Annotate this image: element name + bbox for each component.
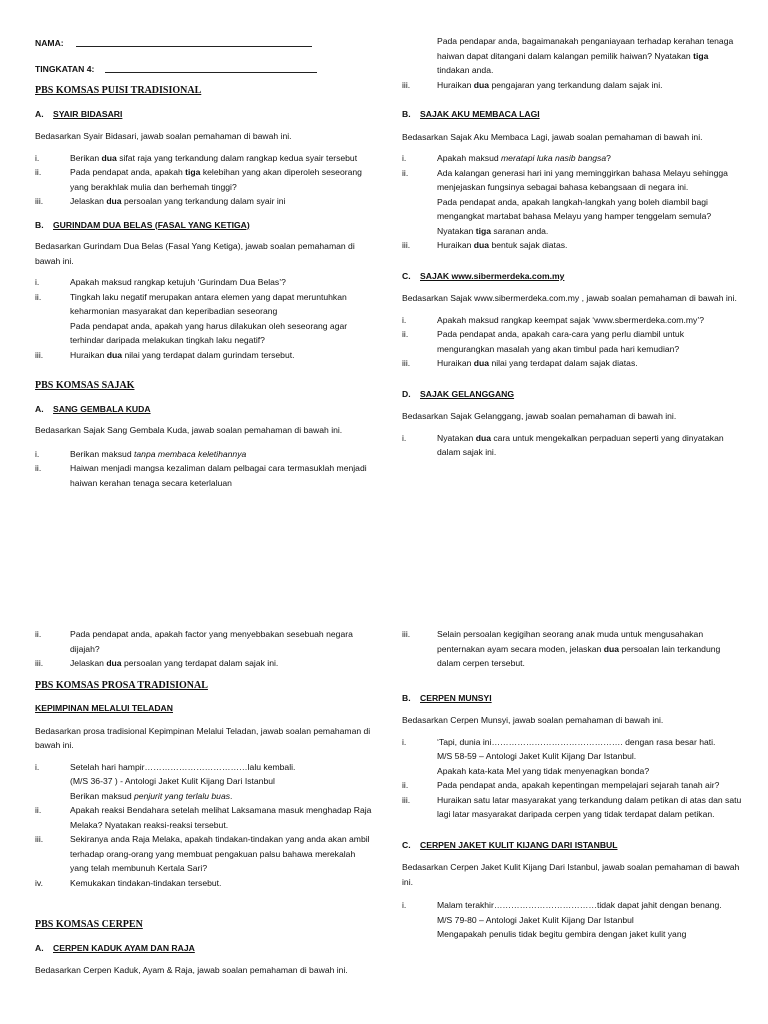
gelanggang-q1: i. Nyatakan dua cara untuk mengekalkan perpaduan seperti yang dinyatakan dalam sajak ini. <box>402 432 724 457</box>
kepimpinan-intro: Bedasarkan prosa tradisional Kepimpinan Melalui Teladan, jawab soalan pemahaman di bawah ini. <box>35 725 371 750</box>
nama-label: NAMA: <box>35 37 64 48</box>
gembala-title: A. SANG GEMBALA KUDA <box>35 403 151 414</box>
page-break <box>0 604 768 616</box>
sibermerdeka-intro: Bedasarkan Sajak www.sibermerdeka.com.my , jawab soalan pemahaman di bawah ini. <box>402 293 737 303</box>
membaca-intro: Bedasarkan Sajak Aku Membaca Lagi, jawab soalan pemahaman di bawah ini. <box>402 131 703 142</box>
sibermerdeka-q3: iii. Huraikan dua nilai yang terdapat dalam sajak diatas. <box>402 358 638 368</box>
syair-q2: ii. Pada pendapat anda, apakah tiga kelebihan yang akan diperoleh seseorang yang berakhlak mulia dan berhemah tinggi? <box>35 167 362 192</box>
kaduk-intro: Bedasarkan Cerpen Kaduk, Ayam & Raja, jawab soalan pemahaman di bawah ini. <box>35 965 348 975</box>
gurindam-q2: ii. Tingkah laku negatif merupakan antara elemen yang dapat meruntuhkan keharmonian masyarakat dan keperibadian seseorang <box>35 291 347 316</box>
kepimpinan-q4: iv. Kemukakan tindakan-tindakan tersebut. <box>35 877 222 888</box>
jaket-q1-source: M/S 79-80 – Antologi Jaket Kulit Kijang Dar Istanbul <box>437 914 634 925</box>
membaca-q1: i. Apakah maksud meratapi luka nasib bangsa? <box>402 153 611 163</box>
munsyi-intro: Bedasarkan Cerpen Munsyi, jawab soalan pemahaman di bawah ini. <box>402 715 664 725</box>
munsyi-q1-task: Apakah kata-kata Mel yang tidak menyenagkan bonda? <box>437 765 650 776</box>
syair-title: A. SYAIR BIDASARI <box>35 108 123 119</box>
gelanggang-title: D. SAJAK GELANGGANG <box>402 388 515 399</box>
gelanggang-intro: Bedasarkan Sajak Gelanggang, jawab soalan pemahaman di bawah ini. <box>402 411 677 421</box>
gurindam-q1: i. Apakah maksud rangkap ketujuh ‘Gurindam Dua Belas’? <box>35 277 286 287</box>
nama-line[interactable] <box>76 46 312 47</box>
puisi-header: PBS KOMSAS PUISI TRADISIONAL <box>35 85 202 96</box>
kepimpinan-title: KEPIMPINAN MELALUI TELADAN <box>35 703 173 713</box>
jaket-intro: Bedasarkan Cerpen Jaket Kulit Kijang Dari Istanbul, jawab soalan pemahaman di bawah ini. <box>402 862 740 887</box>
sibermerdeka-q1: i. Apakah maksud rangkap keempat sajak ‘www.sbermerdeka.com.my’? <box>402 314 705 325</box>
prosa-header: PBS KOMSAS PROSA TRADISIONAL <box>35 679 208 691</box>
gembala-q2-followup: Pada pendapar anda, bagaimanakah penganiayaan terhadap kerahan tenaga haiwan dapat ditangani dalam kalangan pemilik haiwan? Nyatakan tiga tindakan anda. <box>437 36 734 75</box>
kepimpinan-q1-source: (M/S 36-37 ) - Antologi Jaket Kulit Kijang Dari Istanbul <box>70 776 275 786</box>
gembala-q3: iii. Huraikan dua pengajaran yang terkandung dalam sajak ini. <box>402 79 663 90</box>
membaca-q2-followup: Pada pendapat anda, apakah langkah-langkah yang boleh diambil bagi mengangkat martabat bahasa Melayu yang hamper tenggelam semula? Nyatakan tiga saranan anda. <box>437 196 712 236</box>
gembala-q2: ii. Haiwan menjadi mangsa kezaliman dalam pelbagai cara termasuklah menjadi haiwan kerahan tenaga secara keterlaluan <box>35 463 367 488</box>
gurindam-q2-followup: Pada pendapat anda, apakah yang harus dilakukan oleh seseorang agar terhindar daripada melakukan tingkah laku negatif? <box>70 320 348 345</box>
membaca-q3: iii. Huraikan dua bentuk sajak diatas. <box>402 240 568 250</box>
gurindam-intro: Bedasarkan Gurindam Dua Belas (Fasal Yang Ketiga), jawab soalan pemahaman di bawah ini. <box>35 241 355 266</box>
sibermerdeka-q2: ii. Pada pendapat anda, apakah cara-cara yang perlu diambil untuk mengurangkan masalah yang akan timbul pada hari kemudian? <box>402 329 685 354</box>
sajak-header: PBS KOMSAS SAJAK <box>35 380 135 391</box>
left-column-bottom <box>35 627 375 978</box>
kepimpinan-q1-task: Berikan maksud penjurit yang terlalu buas. <box>70 790 233 801</box>
kaduk-title: A. CERPEN KADUK AYAM DAN RAJA <box>35 942 195 953</box>
munsyi-q2: ii. Pada pendapat anda, apakah kepentingan mempelajari sejarah tanah air? <box>402 780 720 790</box>
jaket-q1-task: Mengapakah penulis tidak begitu gembira dengan jaket kulit yang <box>437 929 687 939</box>
sibermerdeka-title: C. SAJAK www.sibermerdeka.com.my <box>402 270 565 281</box>
syair-q3: iii. Jelaskan dua persoalan yang terkandung dalam syair ini <box>35 196 286 206</box>
kepimpinan-q1: i. Setelah hari hampir………………………………lalu kembali. <box>35 761 296 772</box>
jaket-q1: i. Malam terakhir………………………………tidak dapat jahit dengan benang. <box>402 900 722 910</box>
tingkatan-line[interactable] <box>105 72 317 73</box>
munsyi-q3: iii. Huraikan satu latar masyarakat yang terkandung dalam petikan di atas dan satu lagi latar masyarakat daripada cerpen yang tidak terdapat dalam petikan. <box>402 794 742 819</box>
munsyi-title: B. CERPEN MUNSYI <box>402 692 492 703</box>
right-column-top <box>402 34 742 460</box>
membaca-title: B. SAJAK AKU MEMBACA LAGI <box>402 109 540 119</box>
gurindam-title: B. GURINDAM DUA BELAS (FASAL YANG KETIGA) <box>35 219 250 230</box>
munsyi-q1-source: M/S 58-59 – Antologi Jaket Kulit Kijang Dar Istanbul. <box>437 751 637 761</box>
tingkatan-field[interactable] <box>35 60 375 76</box>
tingkatan-label: TINGKATAN 4: <box>35 63 95 74</box>
gembala-q3b: iii. Jelaskan dua persoalan yang terdapat dalam sajak ini. <box>35 658 279 668</box>
kaduk-q3: iii. Selain persoalan kegigihan seorang anak muda untuk mengusahakan penternakan ayam secara moden, jelaskan dua persoalan lain terkandung dalam cerpen tersebut. <box>402 629 721 668</box>
kepimpinan-q2: ii. Apakah reaksi Bendahara setelah melihat Laksamana masuk menghadap Raja Melaka? Nyatakan reaksi-reaksi tersebut. <box>35 805 372 830</box>
gurindam-q3: iii. Huraikan dua nilai yang terdapat dalam gurindam tersebut. <box>35 349 295 360</box>
jaket-title: C. CERPEN JAKET KULIT KIJANG DARI ISTANBUL <box>402 839 618 850</box>
syair-q1: i. Berikan dua sifat raja yang terkandung dalam rangkap kedua syair tersebut <box>35 152 358 163</box>
gembala-intro: Bedasarkan Sajak Sang Gembala Kuda, jawab soalan pemahaman di bawah ini. <box>35 425 343 435</box>
kepimpinan-q3: iii. Sekiranya anda Raja Melaka, apakah tindakan-tindakan yang anda akan ambil terhadap orang-orang yang membuat pengakuan palsu bahawa merekalah yang telah membunuh Kertala Sari? <box>35 834 370 873</box>
munsyi-q1: i. ‘Tapi, dunia ini………………………………………. dengan rasa besar hati. <box>402 736 716 747</box>
left-column-top <box>35 34 375 490</box>
nama-field[interactable] <box>35 34 375 50</box>
gembala-q1: i. Berikan maksud tanpa membaca keletihannya <box>35 448 247 459</box>
cerpen-header: PBS KOMSAS CERPEN <box>35 919 143 930</box>
right-column-bottom <box>402 627 742 942</box>
membaca-q2: ii. Ada kalangan generasi hari ini yang meminggirkan bahasa Melayu sehingga menjejaskan fungsinya sebagai bahasa kebangsaan di negara ini. <box>402 167 728 192</box>
gembala-q2b: ii. Pada pendapat anda, apakah factor yang menyebbakan sesebuah negara dijajah? <box>35 629 353 654</box>
syair-intro: Bedasarkan Syair Bidasari, jawab soalan pemahaman di bawah ini. <box>35 131 292 141</box>
